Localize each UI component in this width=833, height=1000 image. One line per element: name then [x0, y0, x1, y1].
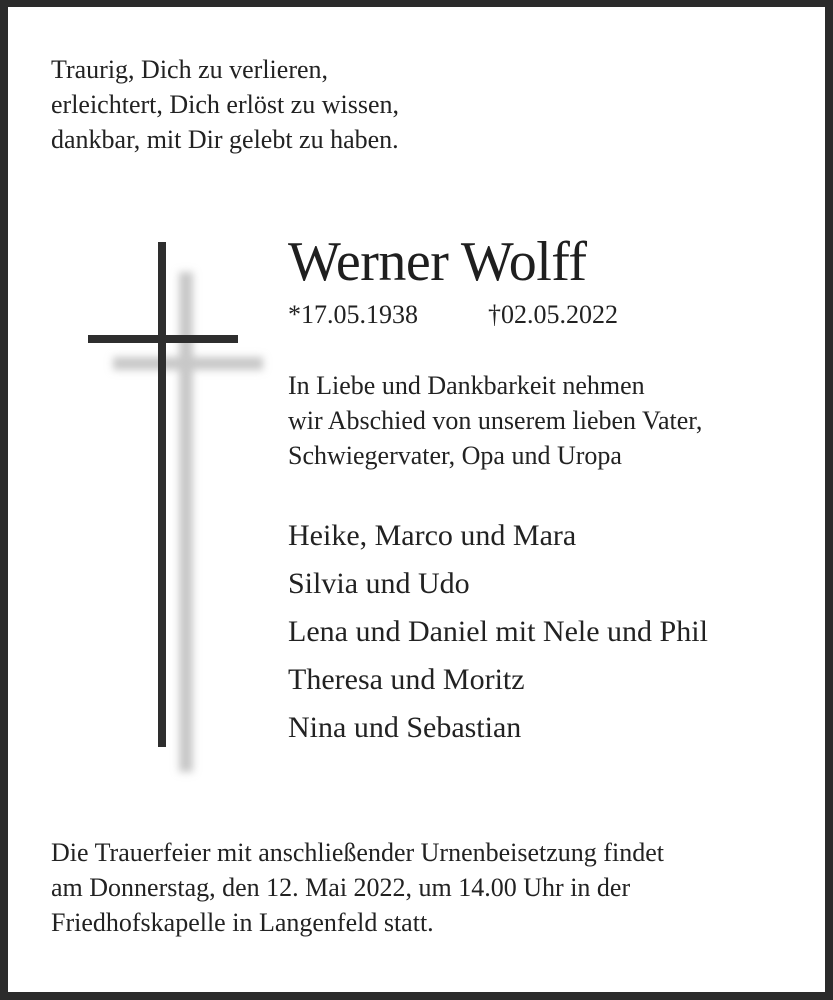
death-date: †02.05.2022	[488, 300, 618, 329]
farewell-line: Schwiegervater, Opa und Uropa	[288, 441, 622, 470]
poem-line: dankbar, mit Dir gelebt zu haben.	[51, 125, 399, 154]
mourners-list	[288, 512, 708, 752]
mourner-entry: Theresa und Moritz	[288, 663, 525, 696]
poem	[51, 52, 399, 157]
farewell-line: In Liebe und Dankbarkeit nehmen	[288, 371, 645, 400]
obituary-card	[8, 7, 825, 992]
service-line: Die Trauerfeier mit anschließender Urnenbeisetzung findet	[51, 838, 664, 867]
service-line: am Donnerstag, den 12. Mai 2022, um 14.00 Uhr in der	[51, 873, 631, 902]
birth-date: *17.05.1938	[288, 300, 418, 329]
poem-line: erleichtert, Dich erlöst zu wissen,	[51, 90, 399, 119]
cross-icon	[78, 232, 278, 792]
mourner-entry: Silvia und Udo	[288, 567, 470, 600]
life-dates	[288, 299, 618, 331]
farewell-line: wir Abschied von unserem lieben Vater,	[288, 406, 703, 435]
deceased-name: Werner Wolff	[288, 231, 587, 293]
cross-shape	[88, 242, 238, 747]
poem-line: Traurig, Dich zu verlieren,	[51, 55, 329, 84]
service-info	[51, 835, 664, 940]
service-line: Friedhofskapelle in Langenfeld statt.	[51, 908, 434, 937]
mourner-entry: Lena und Daniel mit Nele und Phil	[288, 615, 708, 648]
mourner-entry: Heike, Marco und Mara	[288, 519, 577, 552]
farewell-text	[288, 368, 702, 473]
cross-shadow	[113, 272, 263, 772]
mourner-entry: Nina und Sebastian	[288, 711, 522, 744]
